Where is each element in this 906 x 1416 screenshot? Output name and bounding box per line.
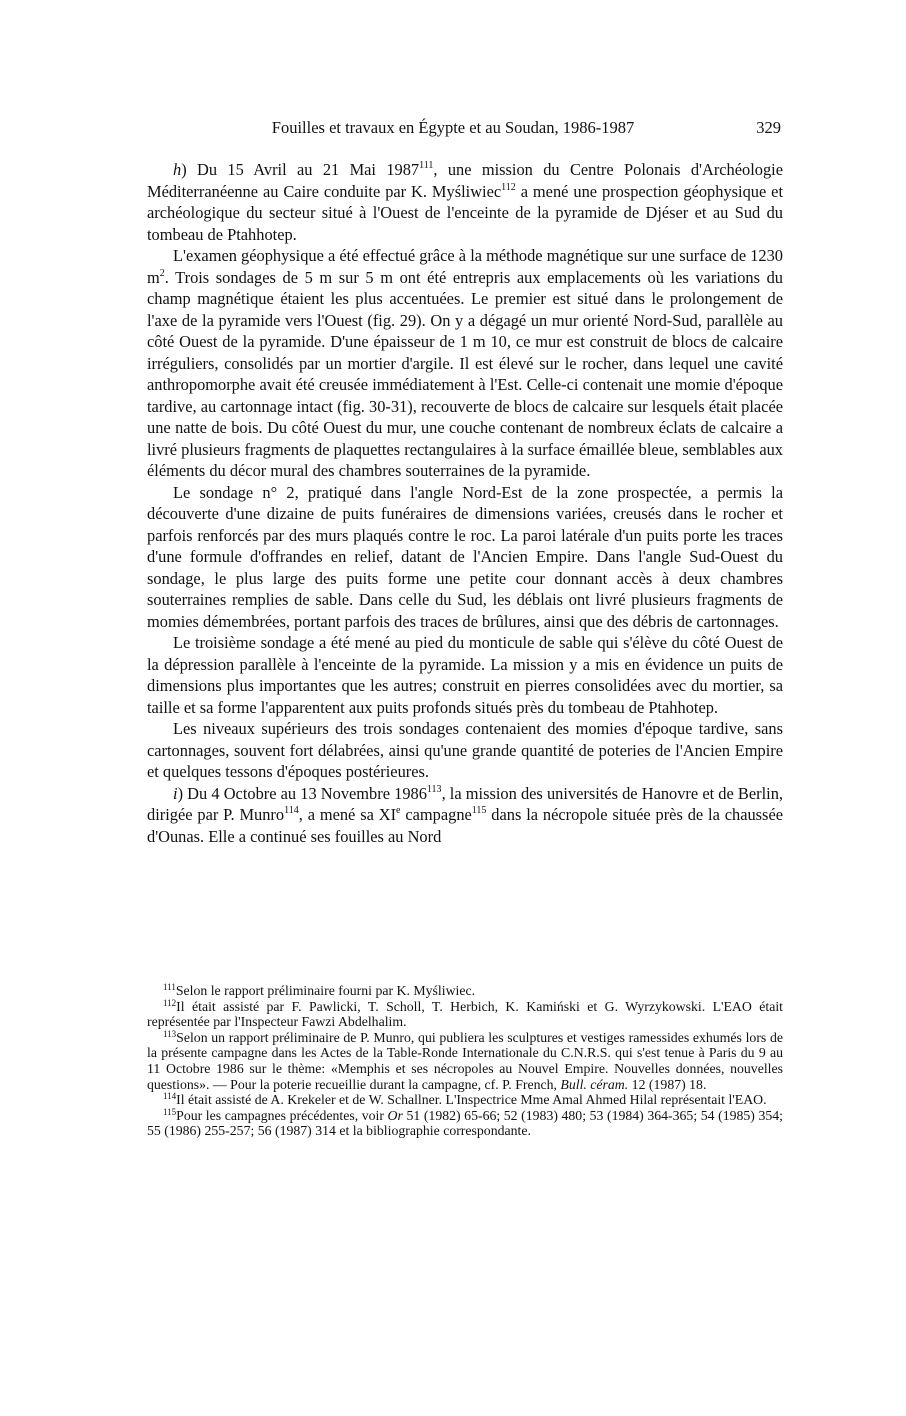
main-text: [147, 159, 783, 847]
footnote-ref: 114: [284, 805, 299, 816]
footnote-number: 114: [163, 1091, 177, 1102]
paragraph: h) Du 15 Avril au 21 Mai 1987$^{111}$, une mission du Centre Polonais d'Archéologie Méditerranéenne au Caire conduite par K. Myśliwiec$^{112}$ a mené une prospection géophysique et archéologique du secteur situé à l'Ouest de l'enceinte de la pyramide de Djéser et au Sud du tombeau de Ptahhotep.: [147, 160, 784, 244]
footnote: $^{112}$Il était assisté par F. Pawlicki, T. Scholl, T. Herbich, K. Kamiński et G. Wyrzykowski. L'EAO était représentée par l'Inspecteur Fawzi Abdelhalim.: [147, 997, 783, 1030]
footnote-number: 112: [163, 997, 177, 1008]
footnote-ref: 115: [471, 805, 487, 816]
footnote: $^{111}$Selon le rapport préliminaire fourni par K. Myśliwiec.: [163, 982, 476, 998]
section-label: i: [173, 783, 178, 803]
footnote: $^{113}$Selon un rapport préliminaire de P. Munro, qui publiera les sculptures et vestiges ramessides exhumés lors de la présente campagne dans les Actes de la Table-Ronde Internationale du C.N.R.S. qui s'est tenue à Paris du 9 au 11 Octobre 1986 sur le thème: «Memphis et ses nécropoles au Nouvel Empire. Nouvelles données, nouvelles questions». — Pour la poterie recueillie durant la campagne, cf. P. French, Bull. céram. 12 (1987) 18.: [147, 1028, 783, 1092]
footnote-number: 111: [163, 982, 176, 992]
paragraph: Le sondage n° 2, pratiqué dans l'angle Nord-Est de la zone prospectée, a permis la découverte d'une dizaine de puits funéraires de dimensions variées, creusés dans le rocher et parfois renforcés par des murs plaqués contre le roc. La paroi latérale d'un puits porte les traces d'une formule d'offrandes en relief, datant de l'Ancien Empire. Dans l'angle Sud-Ouest du sondage, le plus large des puits forme une petite cour donnant accès à deux chambres souterraines remplies de sable. Dans celle du Sud, les déblais ont livré plusieurs fragments de momies démembrées, portant parfois des traces de brûlures, ainsi que des débris de cartonnages.: [147, 482, 783, 631]
footnote: $^{114}$Il était assisté de A. Krekeler et de W. Schallner. L'Inspectrice Mme Amal Ahmed Hilal représentait l'EAO.: [163, 1091, 767, 1108]
footnote-number: 113: [163, 1028, 177, 1039]
footnote: $^{115}$Pour les campagnes précédentes, voir Or 51 (1982) 65-66; 52 (1983) 480; 53 (1984) 364-365; 54 (1985) 354; 55 (1986) 255-257; 56 (1987) 314 et la bibliographie correspondante.: [147, 1106, 784, 1139]
paragraph: Le troisième sondage a été mené au pied du monticule de sable qui s'élève du côté Ouest de la dépression parallèle à l'enceinte de la pyramide. La mission y a mis en évidence un puits de dimensions plus importantes que les autres; construit en pierres consolidées avec du mortier, sa taille et sa forme l'apparentent aux puits profonds situés près du tombeau de Ptahhotep.: [147, 633, 783, 717]
page-header: [0, 118, 906, 140]
footnote-ref: 111: [419, 160, 434, 171]
superscript: 2: [159, 267, 165, 279]
page-number: 329: [756, 118, 781, 137]
footnote-ref: 113: [426, 783, 442, 795]
footnote-ref: 112: [501, 181, 516, 193]
section-label: h: [173, 160, 182, 179]
running-title: Fouilles et travaux en Égypte et au Soudan, 1986-1987: [271, 118, 635, 137]
superscript: e: [396, 805, 401, 816]
paragraph: Les niveaux supérieurs des trois sondages contenaient des momies d'époque tardive, sans cartonnages, souvent fort délabrées, ainsi qu'une grande quantité de poteries de l'Ancien Empire et quelques tessons d'époques postérieures.: [147, 719, 783, 781]
paragraph: L'examen géophysique a été effectué grâce à la méthode magnétique sur une surface de 1230 $m^2$. Trois sondages de 5 m sur 5 m ont été entrepris aux emplacements où les variations du champ magnétique étaient les plus accentuées. Le premier est situé dans le prolongement de l'axe de la pyramide vers l'Ouest (fig. 29). On y a dégagé un mur orienté Nord-Sud, parallèle au côté Ouest de la pyramide. D'une épaisseur de 1 m 10, ce mur est construit de blocs de calcaire irréguliers, consolidés par un mortier d'argile. Il est élevé sur le rocher, dans lequel une cavité anthropomorphe avait été creusée immédiatement à l'Est. Celle-ci contenait une momie d'époque tardive, au cartonnage intact (fig. 30-31), recouverte de blocs de calcaire sur lesquels était placée une natte de bois. Du côté Ouest du mur, une couche contenant de nombreux éclats de calcaire a livré plusieurs fragments de plaquettes rectangulaires à la surface émaillée bleue, semblables aux éléments du décor mural des chambres souterraines de la pyramide.: [147, 246, 783, 480]
footnotes: [147, 983, 783, 1139]
footnote-number: 115: [163, 1106, 177, 1117]
paragraph: i) Du 4 Octobre au 13 Novembre 1986$^{113}$, la mission des universités de Hanovre et de Berlin, dirigée par P. Munro$^{114}$, a mené sa XIe campagne$^{115}$ dans la nécropole située près de la chaussée d'Ounas. Elle a continué ses fouilles au Nord: [147, 783, 783, 846]
